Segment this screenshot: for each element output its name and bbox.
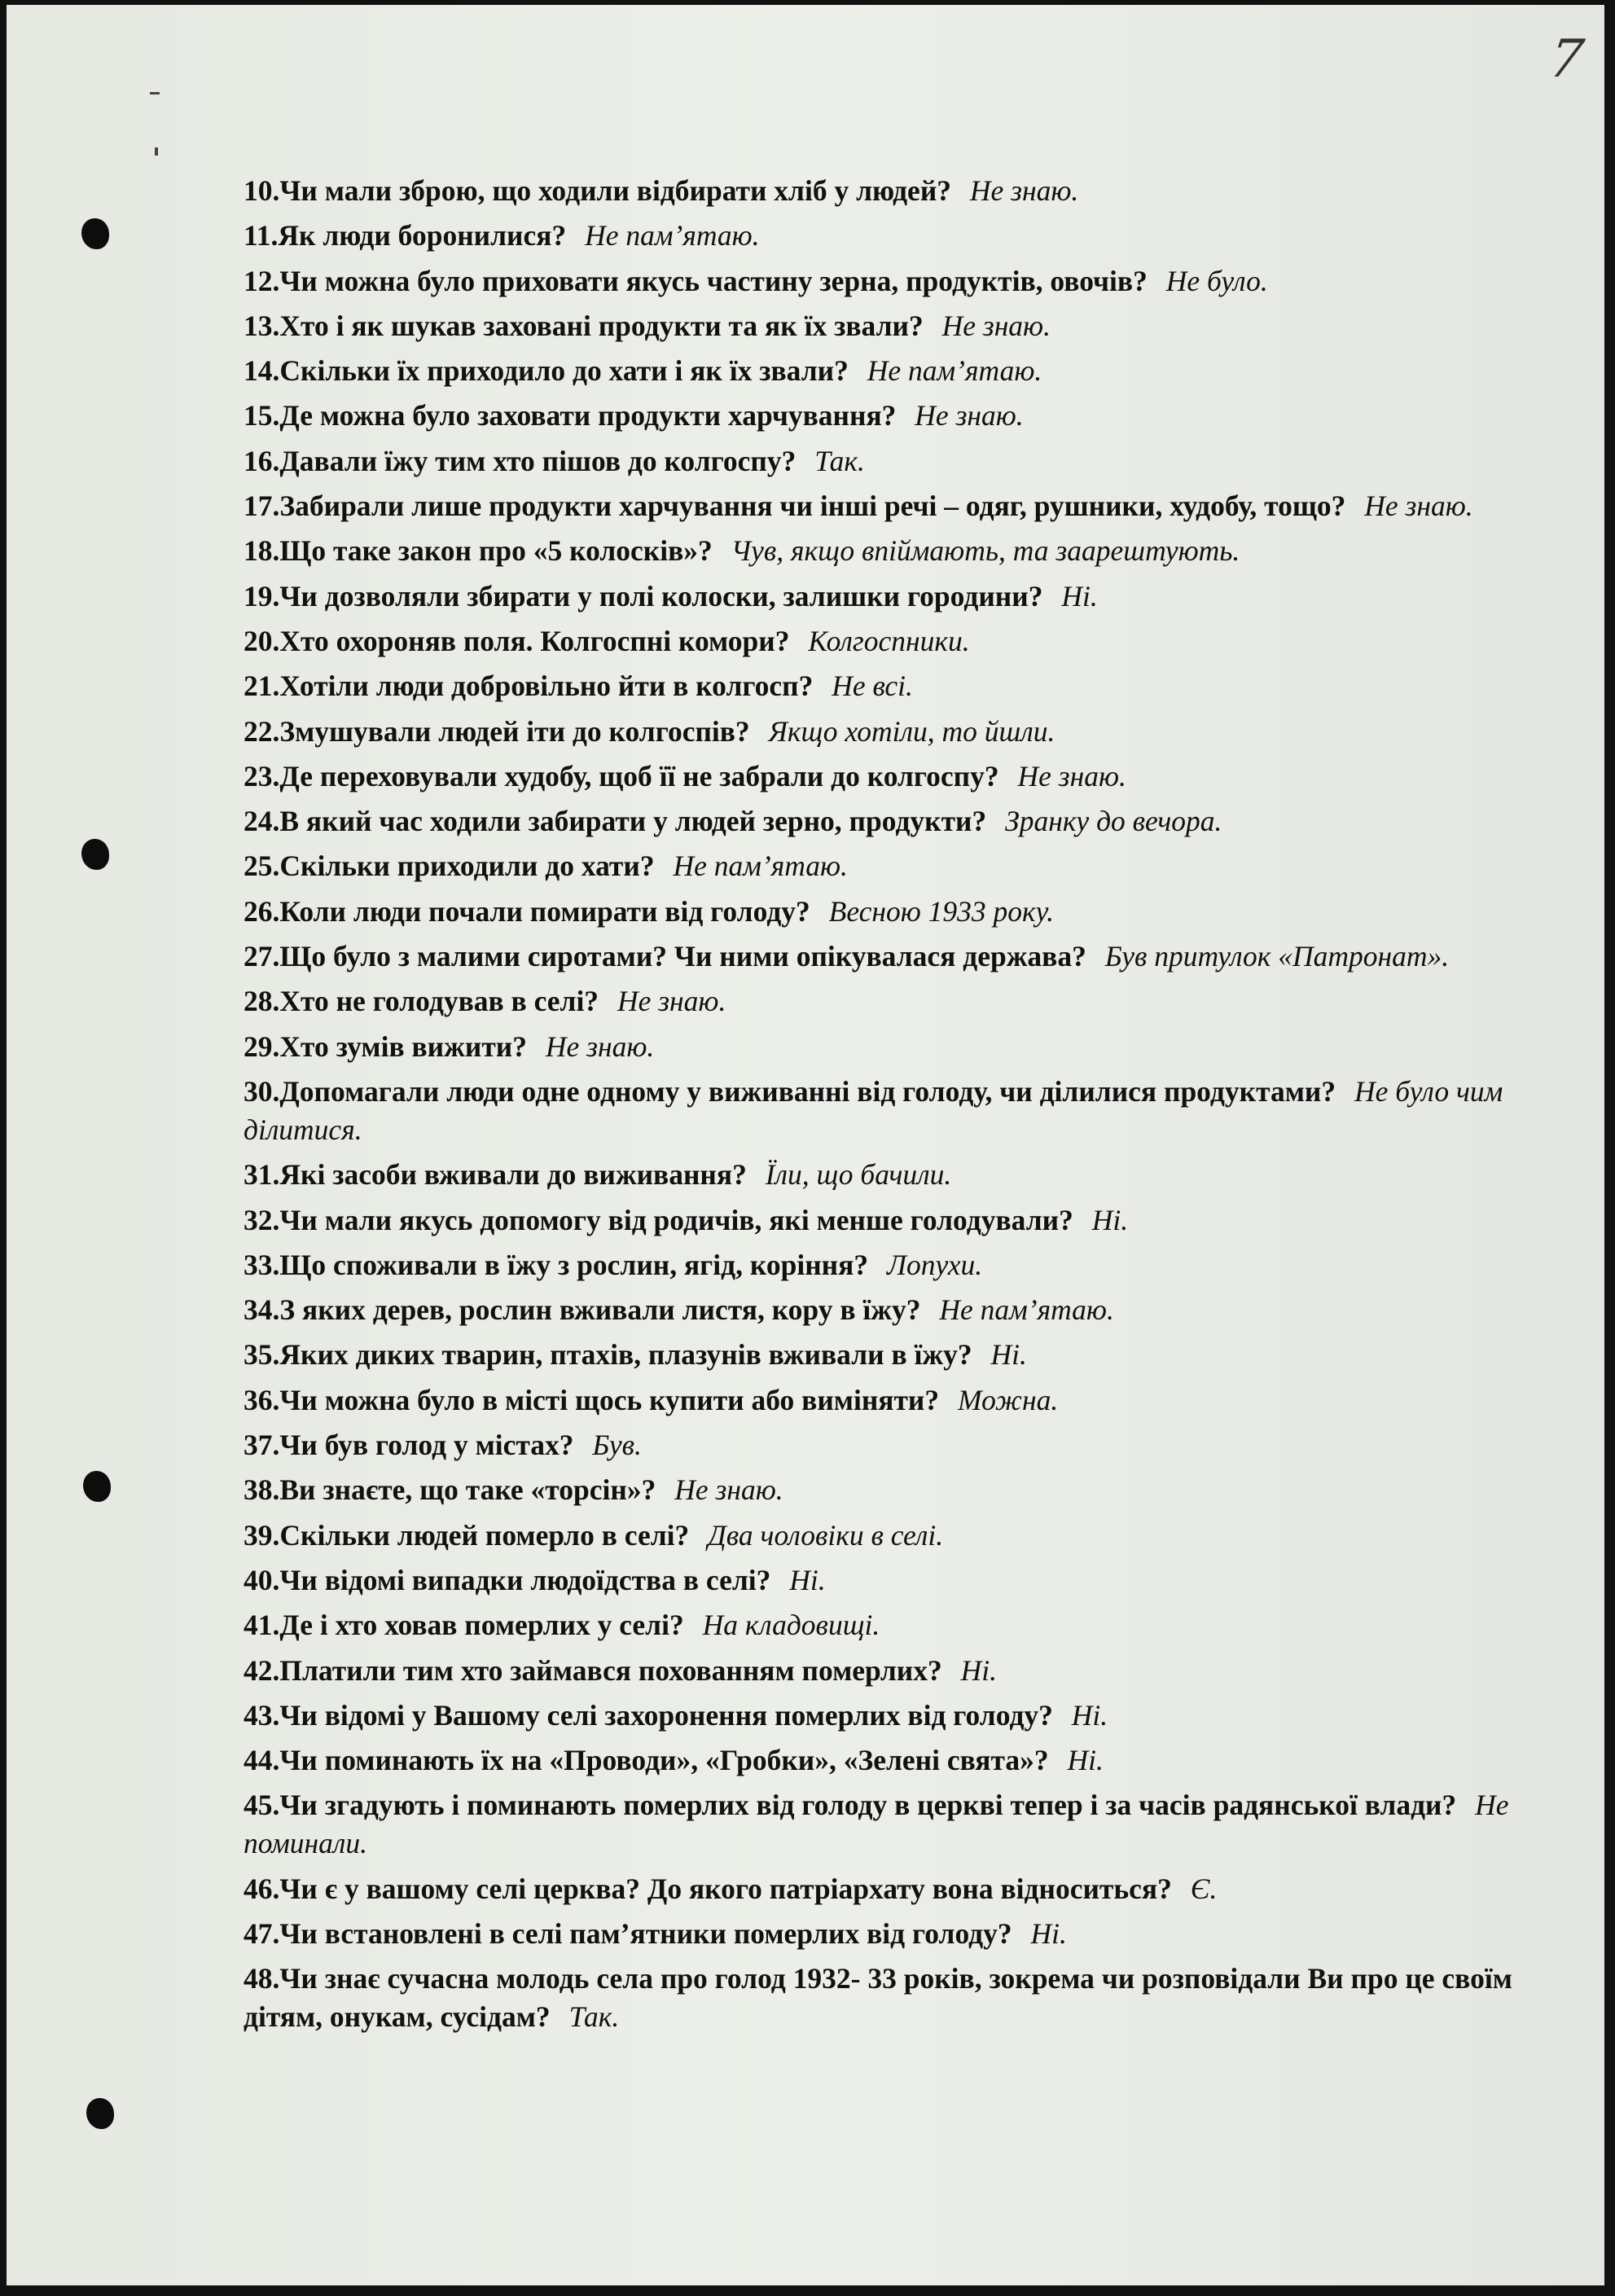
question-text: 10.Чи мали зброю, що ходили відбирати хліб у людей? xyxy=(244,174,952,207)
answer-text: Не пам’ятаю. xyxy=(939,1293,1114,1327)
answer-text: Не знаю. xyxy=(545,1029,655,1063)
scan-mark xyxy=(150,92,160,94)
question-text: 19.Чи дозволяли збирати у полі колоски, залишки городини? xyxy=(244,579,1043,612)
question-item xyxy=(244,893,1514,931)
question-text: 41.Де і хто ховав померлих у селі? xyxy=(244,1609,684,1642)
answer-text: Колгоспники. xyxy=(808,624,970,657)
question-text: 25.Скільки приходили до хати? xyxy=(244,849,655,883)
punch-hole xyxy=(81,218,109,249)
question-item xyxy=(244,1381,1514,1420)
answer-text: Не поминали. xyxy=(244,1789,1509,1860)
question-item xyxy=(244,1517,1514,1555)
question-item xyxy=(244,1028,1514,1066)
question-item xyxy=(244,262,1514,301)
question-text: 31.Які засоби вживали до виживання? xyxy=(244,1158,747,1192)
question-text: 38.Ви знаєте, що таке «торсін»? xyxy=(244,1473,656,1507)
question-item xyxy=(244,1073,1514,1149)
question-text: 18.Що таке закон про «5 колосків»? xyxy=(244,534,713,568)
answer-text: Не знаю. xyxy=(1364,489,1473,523)
question-item xyxy=(244,667,1514,705)
answer-text: Зранку до вечора. xyxy=(1005,805,1222,838)
question-item xyxy=(244,172,1514,210)
question-text: 30.Допомагали люди одне одному у виживанні від голоду, чи ділилися продуктами? xyxy=(244,1074,1336,1108)
question-text: 22.Змушували людей іти до колгоспів? xyxy=(244,714,750,748)
answer-text: Так. xyxy=(568,2000,620,2034)
question-item xyxy=(244,1336,1514,1374)
question-text: 13.Хто і як шукав заховані продукти та як їх звали? xyxy=(244,309,924,342)
question-text: 33.Що споживали в їжу з рослин, ягід, коріння? xyxy=(244,1248,869,1281)
question-text: 37.Чи був голод у містах? xyxy=(244,1429,574,1462)
question-item xyxy=(244,937,1514,976)
question-item xyxy=(244,757,1514,796)
scanned-page xyxy=(7,5,1604,2285)
question-item xyxy=(244,622,1514,661)
answer-text: Ні. xyxy=(789,1563,826,1596)
question-text: 34.З яких дерев, рослин вживали листя, кору в їжу? xyxy=(244,1293,921,1327)
question-item xyxy=(244,1915,1514,1953)
question-item xyxy=(244,982,1514,1021)
answer-text: Не пам’ятаю. xyxy=(673,849,848,883)
question-text: 16.Давали їжу тим хто пішов до колгоспу? xyxy=(244,444,797,477)
question-text: 36.Чи можна було в місті щось купити або виміняти? xyxy=(244,1383,940,1416)
answer-text: Так. xyxy=(814,444,865,477)
question-item xyxy=(244,1606,1514,1644)
answer-text: Не пам’ятаю. xyxy=(585,219,760,252)
answer-text: Був. xyxy=(592,1429,642,1462)
answer-text: Був притулок «Патронат». xyxy=(1104,940,1450,973)
page-number: 7 xyxy=(1545,29,1587,90)
punch-hole xyxy=(83,1471,111,1502)
question-text: 27.Що було з малими сиротами? Чи ними опікувалася держава? xyxy=(244,940,1086,973)
question-text: 32.Чи мали якусь допомогу від родичів, які менше голодували? xyxy=(244,1203,1073,1236)
question-item xyxy=(244,1156,1514,1194)
answer-text: Не знаю. xyxy=(617,985,726,1018)
answer-text: Можна. xyxy=(958,1383,1059,1416)
punch-hole xyxy=(86,2098,114,2129)
answer-text: Ні. xyxy=(1061,579,1098,612)
answer-text: Два чоловіки в селі. xyxy=(708,1518,944,1552)
question-text: 20.Хто охороняв поля. Колгоспні комори? xyxy=(244,624,790,657)
answer-text: Їли, що бачили. xyxy=(765,1158,952,1192)
question-item xyxy=(244,847,1514,885)
question-text: 40.Чи відомі випадки людоїдства в селі? xyxy=(244,1563,771,1596)
question-item xyxy=(244,1246,1514,1284)
question-item xyxy=(244,1960,1514,2036)
question-item xyxy=(244,1291,1514,1329)
question-text: 23.Де переховували худобу, щоб її не забрали до колгоспу? xyxy=(244,759,999,792)
question-item xyxy=(244,487,1514,525)
question-text: 17.Забирали лише продукти харчування чи інші речі – одяг, рушники, худобу, тощо? xyxy=(244,489,1346,523)
question-item xyxy=(244,1561,1514,1600)
answer-text: Не знаю. xyxy=(915,399,1024,432)
question-item xyxy=(244,307,1514,345)
question-item xyxy=(244,1697,1514,1735)
question-text: 28.Хто не голодував в селі? xyxy=(244,985,599,1018)
answer-text: Ні. xyxy=(1071,1698,1108,1732)
answer-text: На кладовищі. xyxy=(702,1609,880,1642)
answer-text: Ні. xyxy=(1091,1203,1129,1236)
question-item xyxy=(244,802,1514,841)
question-item xyxy=(244,397,1514,435)
answer-text: Не знаю. xyxy=(1017,759,1126,792)
question-text: 45.Чи згадують і поминають померлих від голоду в церкві тепер і за часів радянської влади? xyxy=(244,1789,1457,1822)
question-text: 29.Хто зумів вижити? xyxy=(244,1029,527,1063)
question-text: 47.Чи встановлені в селі пам’ятники померлих від голоду? xyxy=(244,1916,1012,1950)
answer-text: Є. xyxy=(1190,1872,1218,1905)
answer-text: Ні. xyxy=(1067,1744,1104,1777)
question-text: 48.Чи знає сучасна молодь села про голод 1932- 33 років, зокрема чи розповідали Ви про це своїм дітям, онукам, сусідам? xyxy=(244,1962,1512,2034)
punch-hole xyxy=(81,839,109,870)
question-item xyxy=(244,1471,1514,1509)
answer-text: Ні. xyxy=(960,1653,998,1687)
question-item xyxy=(244,217,1514,255)
question-item xyxy=(244,1652,1514,1690)
question-item xyxy=(244,713,1514,751)
question-item xyxy=(244,532,1514,570)
question-item xyxy=(244,1786,1514,1863)
answer-text: Не знаю. xyxy=(674,1473,783,1507)
question-text: 44.Чи поминають їх на «Проводи», «Гробки», «Зелені свята»? xyxy=(244,1744,1049,1777)
question-text: 26.Коли люди почали помирати від голоду? xyxy=(244,894,810,928)
scan-mark xyxy=(155,147,158,156)
question-item xyxy=(244,442,1514,481)
question-text: 15.Де можна було заховати продукти харчування? xyxy=(244,399,897,432)
answer-text: Не всі. xyxy=(832,669,913,703)
question-text: 24.В який час ходили забирати у людей зерно, продукти? xyxy=(244,805,987,838)
answer-text: Ні. xyxy=(1030,1916,1067,1950)
question-text: 21.Хотіли люди добровільно йти в колгосп? xyxy=(244,669,814,703)
question-text: 43.Чи відомі у Вашому селі захоронення померлих від голоду? xyxy=(244,1698,1053,1732)
question-item xyxy=(244,352,1514,390)
question-item xyxy=(244,1741,1514,1780)
answer-text: Чув, якщо впіймають, та заарештують. xyxy=(731,534,1240,568)
question-item xyxy=(244,1201,1514,1240)
question-text: 42.Платили тим хто займався похованням померлих? xyxy=(244,1653,942,1687)
questionnaire-list xyxy=(244,172,1514,2044)
question-text: 35.Яких диких тварин, птахів, плазунів вживали в їжу? xyxy=(244,1338,972,1372)
answer-text: Лопухи. xyxy=(886,1248,983,1281)
question-item xyxy=(244,1426,1514,1464)
answer-text: Не знаю. xyxy=(941,309,1051,342)
answer-text: Весною 1933 року. xyxy=(828,894,1055,928)
answer-text: Не було. xyxy=(1165,264,1268,297)
answer-text: Не пам’ятаю. xyxy=(867,354,1042,388)
question-text: 12.Чи можна було приховати якусь частину зерна, продуктів, овочів? xyxy=(244,264,1148,297)
question-item xyxy=(244,577,1514,616)
question-text: 14.Скільки їх приходило до хати і як їх звали? xyxy=(244,354,849,388)
question-text: 39.Скільки людей померло в селі? xyxy=(244,1518,690,1552)
question-item xyxy=(244,1870,1514,1908)
question-text: 11.Як люди боронилися? xyxy=(244,219,567,252)
question-text: 46.Чи є у вашому селі церква? До якого патріархату вона відноситься? xyxy=(244,1872,1172,1905)
answer-text: Не було чим ділитися. xyxy=(244,1074,1503,1146)
answer-text: Ні. xyxy=(990,1338,1027,1372)
answer-text: Якщо хотіли, то йшли. xyxy=(768,714,1055,748)
answer-text: Не знаю. xyxy=(969,174,1079,207)
